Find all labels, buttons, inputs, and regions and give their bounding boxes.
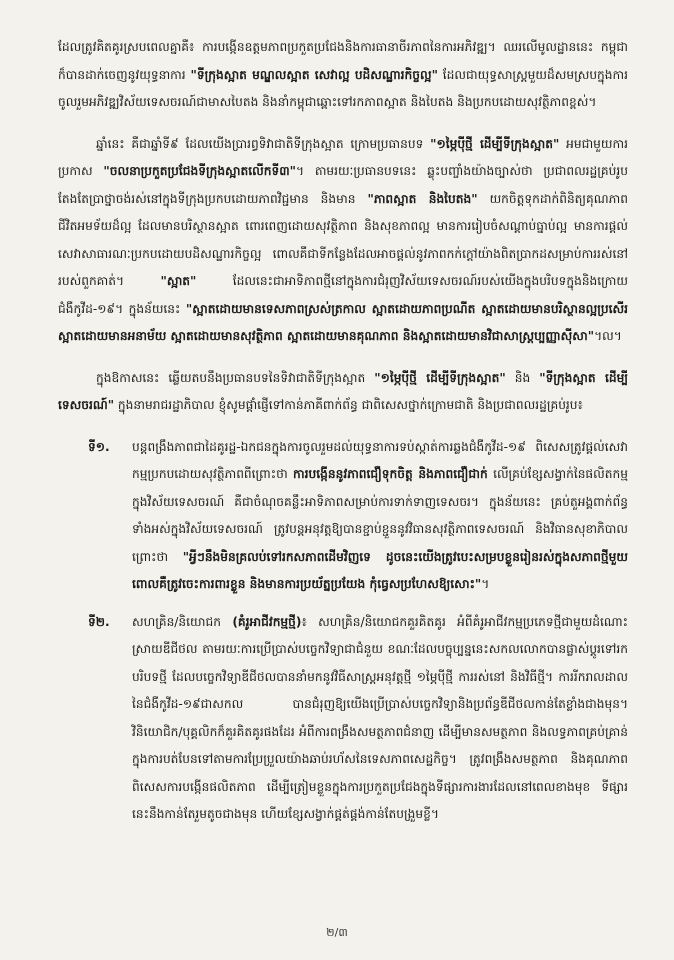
list-item-2-body bbox=[132, 609, 628, 829]
paragraph-intro bbox=[58, 34, 628, 117]
page-number: ២/៣ bbox=[326, 926, 348, 939]
item-2-text-2: ៖ សហគ្រិន/និយោជកគួរគិតគូរ អំពីគំរូអាជីវកម្មប្រភេទថ្មីជាមួយដំណោះស្រាយឌីជីថល តាមរយៈការប្រើប្រាស់បច្ចេកវិទ្យាជាជំនួយ ខណៈដែលបច្ចុប្បន្ននេះសកលលោកបានផ្លាស់ប្តូរទៅរកបរិបទថ្មី ដែលបច្ចេកវិទ្យាឌីជីថលបាននាំមកនូវវិធីសាស្ត្រអនុវត្តថ្មី ១ម្ភៃប៉ីថ្មី ការរស់នៅ និងវិធីថ្មី។ ការរីករាលដាលនៃជំងឺកូវីដ-១៩ជាសកល បានជំរុញឱ្យយើងប្រើប្រាស់បច្ចេកវិទ្យានិងប្រព័ន្ធឌីជីថលកាន់តែខ្លាំងជាងមុន។ វិនិយោជិក/បុគ្គលិកក៏គួរគិតគូរផងដែរ អំពីការពង្រឹងសមត្ថភាពជំនាញ ដើម្បីមានសមត្ថភាព និងលទ្ធភាពគ្រប់គ្រាន់ក្នុងការបត់បែនទៅតាមការប្រែប្រួលយ៉ាងឆាប់រហ័សនៃទេសភាពសេដ្ឋកិច្ច។ ត្រូវពង្រឹងសមត្ថភាព និងគុណភាព ពិសេសការបង្កើនផលិតភាព ដើម្បីត្រៀមខ្លួនក្នុងការប្រកួតប្រជែងក្នុងទីផ្សារការងារដែលនៅពេលខាងមុខ ទីផ្សារនេះនឹងកាន់តែរួមតូចជាងមុន ហើយខ្សែសង្វាក់ផ្គត់ផ្គង់កាន់តែបង្រួមខ្លី។ bbox=[132, 614, 629, 821]
paragraph-theme-text-3: ។ តាមរយៈប្រធានបទនេះ ឆ្លុះបញ្ចាំងយ៉ាងច្បាស់ថា ប្រជាពលរដ្ឋគ្រប់រូបតែងតែប្រាថ្នាចង់រស់នៅក្នុងទីក្រុងប្រកបដោយភាពវិជ្ជមាន និងមាន bbox=[58, 164, 628, 206]
page-body bbox=[58, 34, 628, 839]
list-item-1 bbox=[58, 434, 628, 599]
item-1-text-3: ។ bbox=[481, 577, 490, 591]
clean-definitions-emphasis: "ស្អាតដោយមានទេសភាពស្រស់ត្រកាល ស្អាតដោយភាពប្រណីត ស្អាតដោយមានបរិស្ថានល្អប្រសើរ ស្អាតដោយមានអនាម័យ ស្អាតដោយមានសុវត្ថិភាព ស្អាតដោយមានគុណភាព និងស្អាតដោយមានវិជាសាស្ត្រប្បញ្ញាស៊ីសា" bbox=[58, 301, 628, 343]
clean-green-emphasis: "ភាពស្អាត និងបៃតង" bbox=[367, 191, 478, 206]
list-item-2 bbox=[58, 609, 628, 829]
campaign-name-emphasis: "ទីក្រុងស្អាត មណ្ឌលស្អាត សេវាល្អ បដិសណ្ឋារកិច្ចល្អ" bbox=[190, 67, 438, 82]
paragraph-occasion-text-1: ក្នុងឱកាសនេះ ឆ្លើយតបនឹងប្រធានបទនៃទិវាជាតិទីក្រុងស្អាត bbox=[96, 370, 375, 385]
competition-name-emphasis: "ចលនាប្រកួតប្រជែងទីក្រុងស្អាតលើកទី៣" bbox=[103, 164, 296, 178]
paragraph-intro-text-2: ដែលជាយុទ្ធសាស្ត្រមួយដ៏សមស្របក្នុងការចូលរួមអភិវឌ្ឍវិស័យទេសចរណ៍ជាមាសបៃតង និងនាំកម្ពុជាឆ្ពោះទៅរកភាពស្អាត និងបៃតង និងប្រកបដោយសុវត្ថិភាពខ្ពស់។ bbox=[58, 67, 629, 109]
item-1-trust-emphasis: ការបង្កើននូវភាពជឿទុកចិត្ត និងភាពជឿជាក់ bbox=[293, 467, 488, 481]
clean-word-emphasis: "ស្អាត" bbox=[160, 274, 197, 288]
paragraph-occasion-text-3: ក្នុងនាមរាជរដ្ឋាភិបាល ខ្ញុំសូមផ្តាំផ្ញើទៅកាន់ភាគីពាក់ព័ន្ធ ជាពិសេសថ្នាក់ក្រោមជាតិ និងប្រជាពលរដ្ឋគ្រប់រូប៖ bbox=[114, 398, 583, 412]
theme-title-emphasis: "១ម្ភៃប៉ីថ្មី ដើម្បីទីក្រុងស្អាត" bbox=[430, 136, 560, 151]
paragraph-theme-text-6: ។ល។ bbox=[594, 329, 622, 343]
occasion-theme-emphasis: "១ម្ភៃប៉ីថ្មី ដើម្បីទីក្រុងស្អាត" bbox=[374, 370, 506, 385]
paragraph-theme-text-2: អមជាមួយការប្រកាស bbox=[58, 136, 628, 178]
list-item-2-label: ទី២. bbox=[88, 614, 110, 629]
paragraph-intro-text-1: ដែលត្រូវគិតគូរស្របពេលគ្នាគឺ៖ ការបង្កើនឧត្តមភាពប្រកួតប្រជែងនិងការធានាចីរភាពនៃការអភិវឌ្ឍ។ ឈរលើមូលដ្ឋាននេះ កម្ពុជាក៏បានដាក់ចេញនូវយុទ្ធនាការ bbox=[58, 40, 628, 82]
list-item-1-body bbox=[132, 434, 628, 599]
item-1-text-2: លើគ្រប់ខ្សែសង្វាក់នៃផលិតកម្មក្នុងវិស័យទេសចរណ៍ គឺជាចំណុចគន្លឹះអាទិភាពសម្រាប់ការទាក់ទាញទេសចរ។ ក្នុងន័យនេះ គ្រប់តួអង្គពាក់ព័ន្ធទាំងអស់ក្នុងវិស័យទេសចរណ៍ ត្រូវបន្តអនុវត្តឱ្យបានខ្ជាប់ខ្ជួននូវវិធានសុវត្ថិភាពទេសចរណ៍ និងវិធានសុខាភិបាលព្រោះថា bbox=[132, 467, 628, 564]
paragraph-occasion bbox=[58, 365, 628, 420]
paragraph-theme-text-4: យកចិត្តទុកដាក់ពិនិត្យគុណភាពជីវិតអមទ័យដ៏ល្អ ដែលមានបរិស្ថានស្អាត ពោរពេញដោយសុវត្ថិភាព និងសុខភាពល្អ មានការរៀបចំសណ្តាប់ធ្នាប់ល្អ មានការផ្តល់សេវាសាធារណៈប្រកបដោយបដិសណ្ឋារកិច្ចល្អ ពោលគឺជាទីកន្លែងដែលអាចផ្តល់នូវភាពកក់ក្តៅយ៉ាងពិតប្រាកដសម្រាប់ការរស់នៅរបស់ពួកគាត់។ bbox=[58, 191, 628, 288]
paragraph-year-theme bbox=[58, 131, 628, 351]
paragraph-occasion-text-2: និង bbox=[505, 370, 540, 385]
item-1-text-1: បន្តពង្រឹងភាពជាដៃគូរដ្ឋ-ឯកជនក្នុងការចូលរួមដល់យុទ្ធនាការទប់ស្កាត់ការឆ្លងជំងឺកូវីដ-១៩ ពិសេសត្រូវផ្តល់សេវាកម្មប្រកបដោយសុវត្ថិភាពពីព្រោះថា bbox=[132, 439, 628, 481]
paragraph-theme-text-1: ឆ្នាំនេះ គឺជាឆ្នាំទី៩ ដែលយើងប្រារព្ធទិវាជាតិទីក្រុងស្អាត ក្រោមប្រធានបទ bbox=[96, 136, 431, 151]
item-1-new-normal-emphasis: "អ្វីៗនឹងមិនគ្រលប់ទៅរកសភាពដើមវិញទេ ដូចនេះយើងត្រូវបេះសម្របខ្លួនរៀនរស់ក្នុងសភាពថ្មីមួយ ពោលគឺត្រូវចេះការពារខ្លួន និងមានការប្រយ័ត្នប្រយែង កុំធ្វេសប្រហែសឱ្យសោះ" bbox=[132, 549, 628, 591]
list-item-1-label: ទី១. bbox=[88, 439, 110, 454]
item-2-text-1: សហគ្រិន/និយោជក bbox=[132, 614, 233, 629]
paragraph-theme-text-5: ដែលនេះជាអាទិភាពថ្មីនៅក្នុងការជំរុញវិស័យទេសចរណ៍របស់យើងក្នុងបរិបទក្នុងនិងក្រោយជំងឺកូវីដ-១៩។ ក្នុងន័យនេះ bbox=[58, 274, 628, 316]
item-2-new-business-model-emphasis: (គំរូអាជីវកម្មថ្មី) bbox=[232, 614, 302, 629]
clean-city-tourism-emphasis: "ទីក្រុងស្អាត ដើម្បីទេសចរណ៍" bbox=[58, 370, 628, 412]
